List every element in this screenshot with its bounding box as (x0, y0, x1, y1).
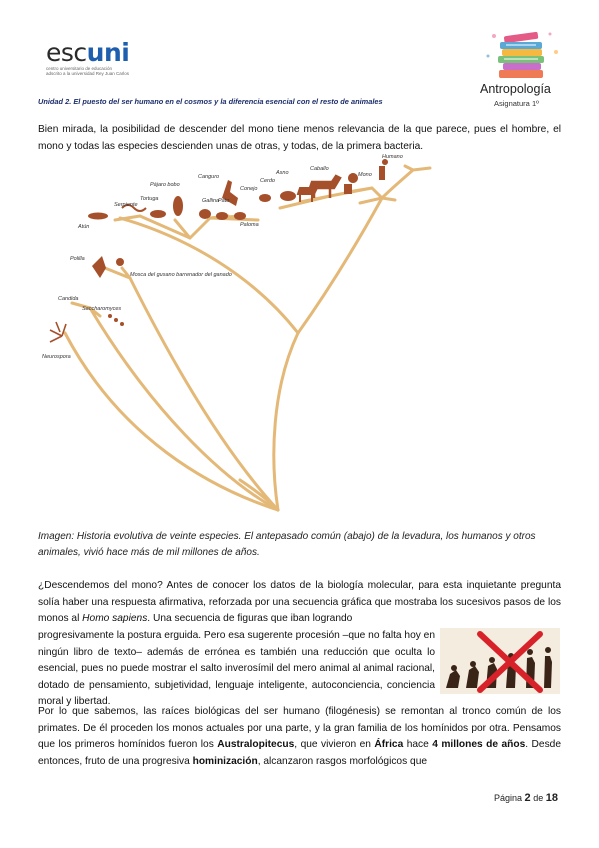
neurospora-icon (50, 322, 66, 342)
paragraph-procesion: progresivamente la postura erguida. Pero esa sugerente procesión –que no falta hoy en ningún libro de texto– además de errónea es también una reducción que oculta lo esencial, pues no puede mostrar el salto inverosímil del mero animal al animal racional, dotado de pensamiento, subjetividad, lenguaje inteligente, autoconciencia, conciencia moral y libertad. (38, 630, 436, 708)
humano-icon (379, 159, 388, 180)
tree-branches (65, 166, 430, 510)
pajaro-bobo-icon (173, 196, 183, 216)
course-title: Antropología (480, 82, 551, 96)
label-mono: Mono (358, 172, 372, 178)
books-illustration-icon (482, 26, 562, 84)
logo-tagline-1: centro universitario de educación (46, 66, 113, 71)
label-mosca: Mosca del gusano barrenador del ganado (130, 272, 232, 278)
label-pato: Pato (218, 198, 230, 204)
paragraph-intro: Bien mirada, la posibilidad de descender del mono tiene menos relevancia de la que parece, pues el hombre, el mono y todas las especies descienden unas de otras, y todas, de la primera bacteria. (38, 124, 561, 152)
paragraph-raices: Por lo que sabemos, las raíces biológicas del ser humano (filogénesis) se remontan al tronco común de los primates. De él proceden los monos actuales por una parte, y la gran familia de los homínidos por otra. Pensamos que los primeros homínidos fueron los Australopitecus, que vivieron en África hace 4 millones de años. Desde entonces, fruto de una progresiva hominización, alcanzaron rasgos morfológicos que (38, 706, 561, 767)
label-caballo: Caballo (310, 166, 329, 172)
figure-caption: Imagen: Historia evolutiva de veinte especies. El antepasado común (abajo) de la levadura, los humanos y otros animales, vivió hace más de mil millones de años. (38, 531, 536, 559)
label-pajaro-bobo: Pájaro bobo (150, 182, 180, 188)
mosca-icon (116, 258, 124, 266)
label-tortuga: Tortuga (140, 196, 159, 202)
label-polilla: Polilla (70, 256, 85, 262)
phylogenetic-tree-figure (30, 154, 550, 528)
label-conejo: Conejo (240, 186, 258, 192)
atun-icon (88, 213, 108, 220)
escuni-logo: escuni centro universitario de educación adscrito a la universidad Rey Juan Carlos (46, 40, 136, 85)
course-subtitle: Asignatura 1º (494, 99, 539, 108)
label-humano: Humano (382, 154, 403, 160)
paragraph-descendemos: ¿Descendemos del mono? Antes de conocer los datos de la biología molecular, para esta inquietante pregunta solía haber una respuesta afirmativa, reforzada por una secuencia gráfica que mostraba los sucesivos pasos de los monos al Homo sapiens. Una secuencia de figuras que iban logrando (38, 580, 561, 625)
label-atun: Atún (78, 224, 90, 230)
tortuga-icon (150, 210, 166, 218)
label-candida: Candida (58, 296, 79, 302)
label-paloma: Paloma (240, 222, 259, 228)
cerdo-icon (280, 191, 296, 201)
label-saccharomyces: Saccharomyces (82, 306, 122, 312)
page-number: Página 2 de 18 (494, 792, 558, 804)
label-neurospora: Neurospora (42, 354, 71, 360)
pato-icon (216, 212, 228, 220)
polilla-icon (92, 256, 106, 278)
paloma-icon (234, 212, 246, 220)
label-serpiente: Serpiente (114, 202, 138, 208)
unit-title: Unidad 2. El puesto del ser humano en el cosmos y la diferencia esencial con el resto de animales (38, 97, 383, 106)
animal-silhouettes (50, 159, 388, 342)
logo-tagline-2: adscrito a la universidad Rey Juan Carlos (46, 71, 130, 76)
label-asno: Asno (276, 170, 289, 176)
conejo-icon (259, 194, 271, 202)
label-canguro: Canguro (198, 174, 220, 180)
label-gallina: Gallina (202, 198, 220, 204)
gallina-icon (199, 209, 211, 219)
label-cerdo: Cerdo (260, 178, 275, 184)
candida-icon (108, 314, 112, 318)
evolution-march-image (440, 628, 560, 694)
